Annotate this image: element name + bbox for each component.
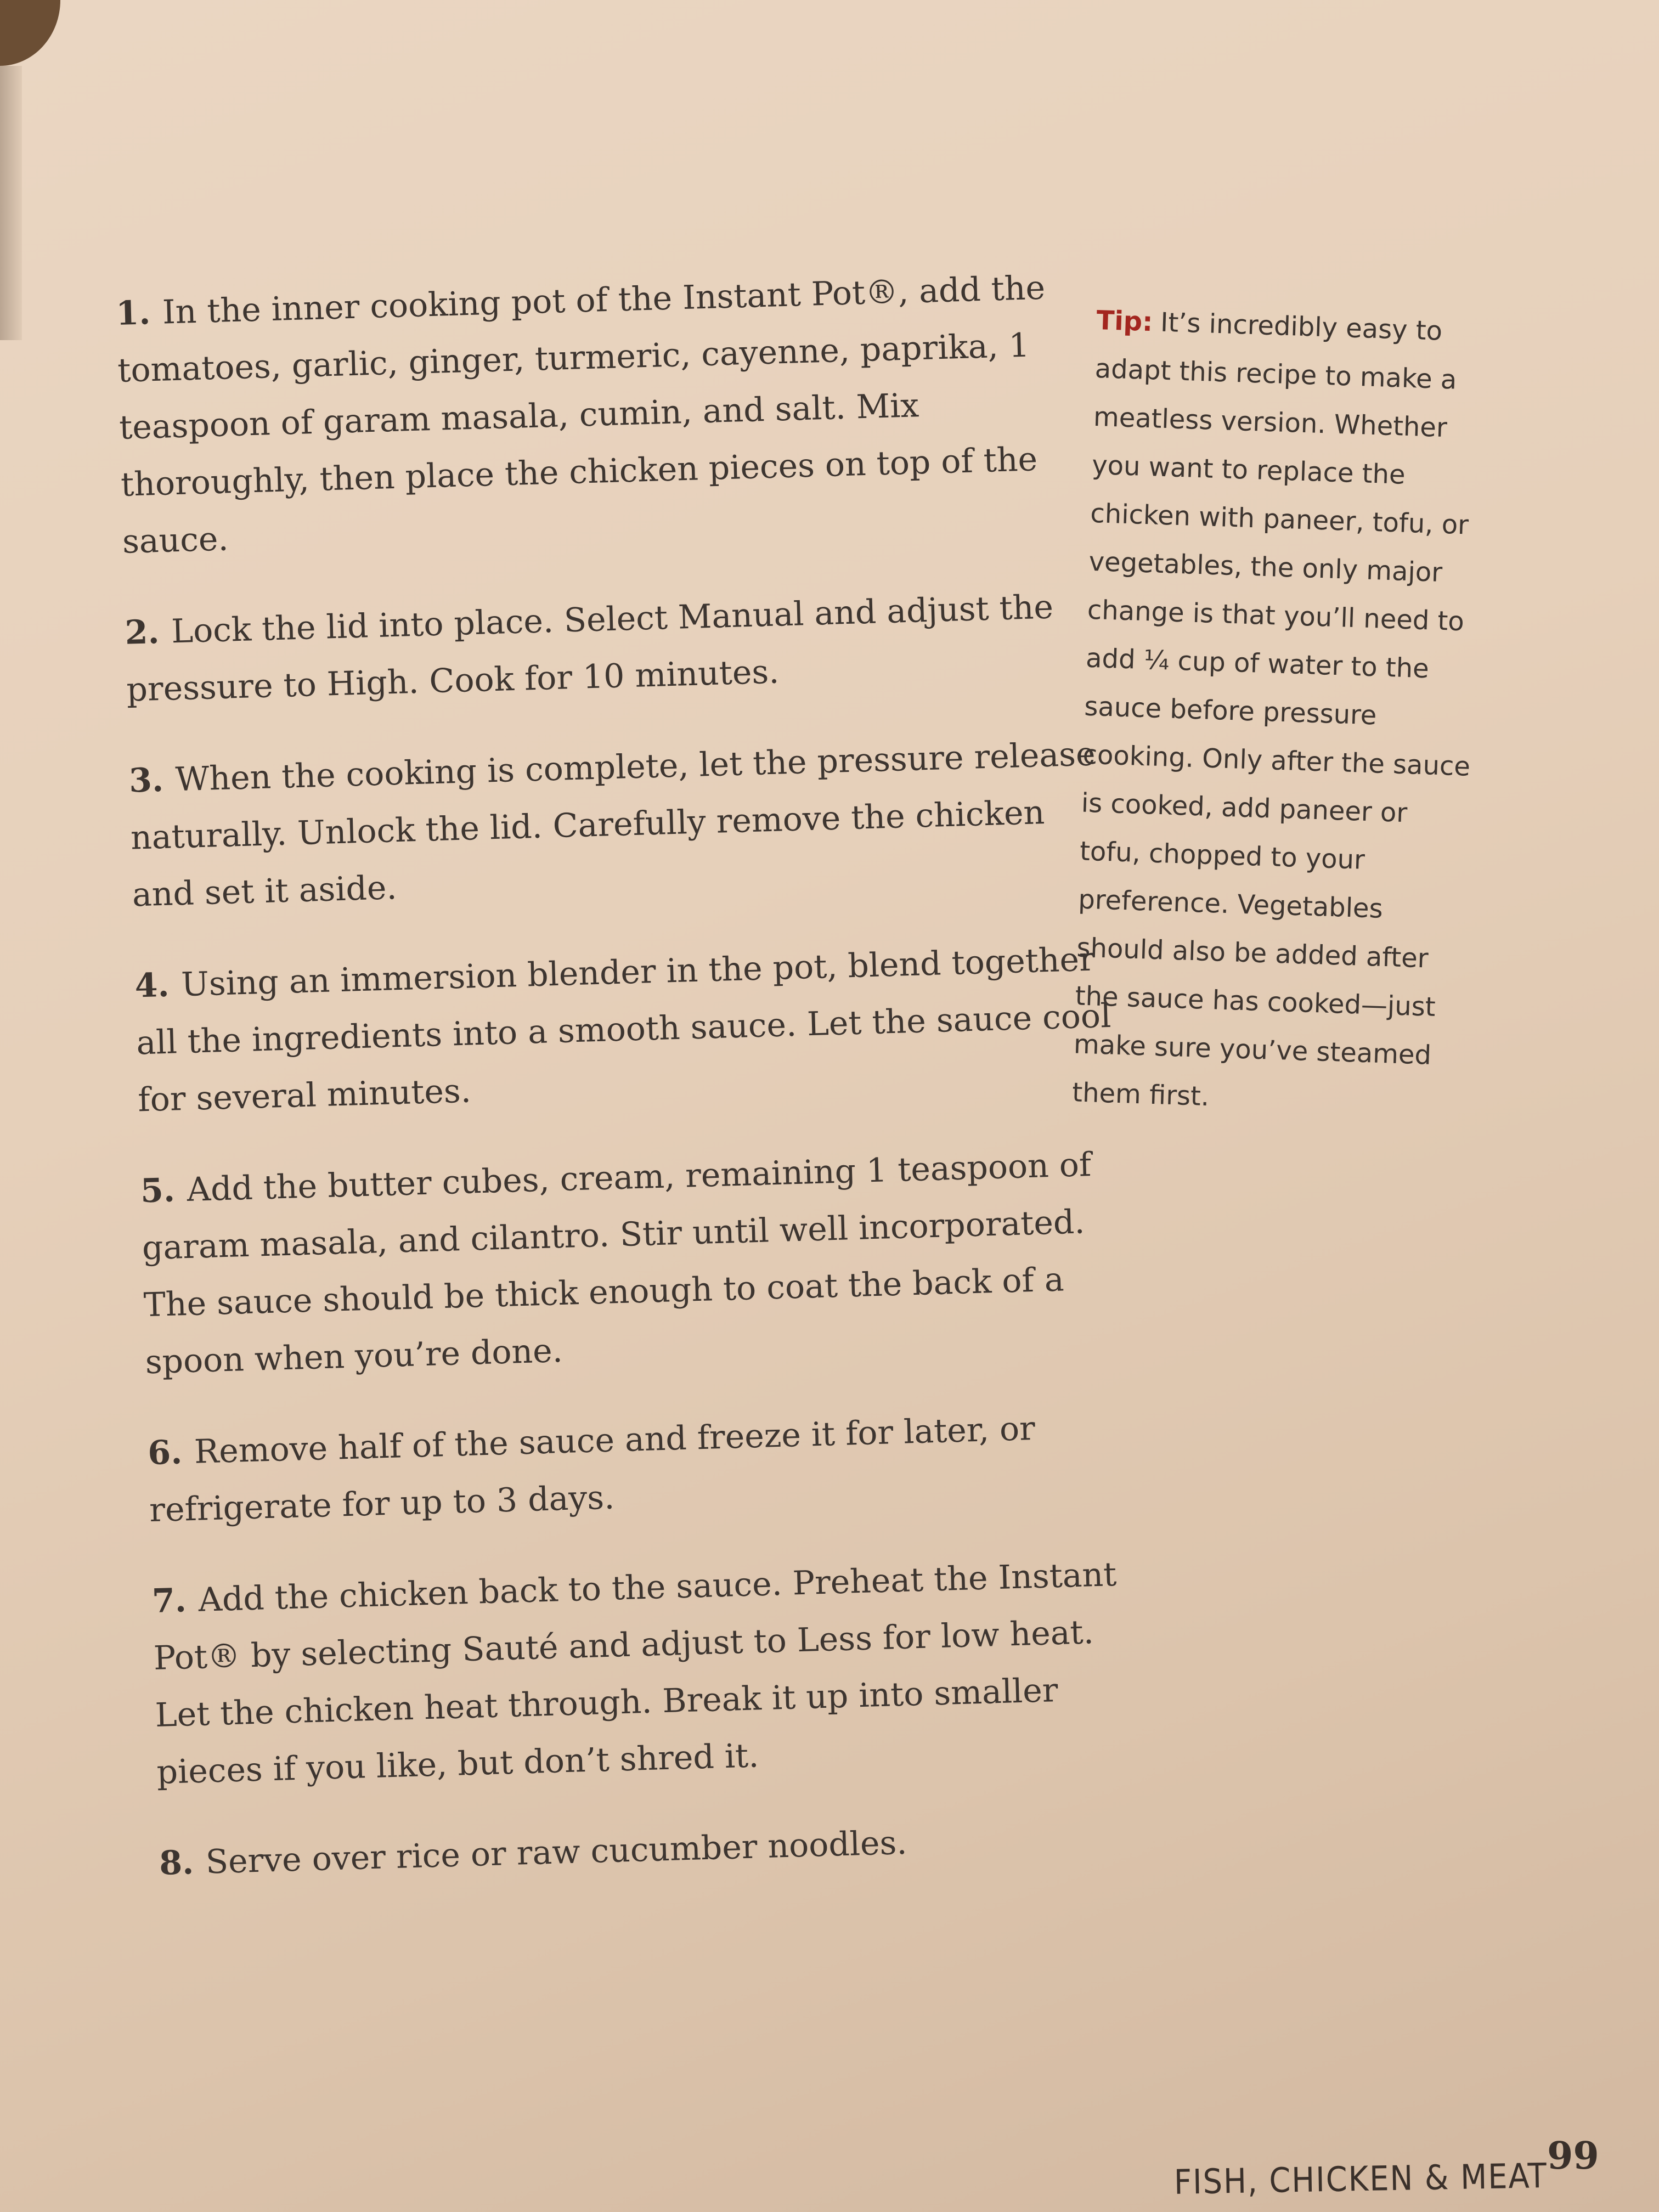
step-number: 4.	[134, 966, 170, 1006]
step-number: 1.	[115, 294, 151, 333]
step-text: Using an immersion blender in the pot, blend together all the ingredients into a smooth sauce. Let the sauce cool for several minutes.	[136, 940, 1112, 1120]
step-number: 2.	[124, 613, 160, 652]
step-8	[159, 1808, 1136, 1892]
page-edge	[0, 66, 22, 340]
step-number: 8.	[159, 1843, 194, 1883]
step-number: 7.	[151, 1581, 187, 1621]
instruction-steps	[115, 258, 1137, 1926]
step-text: When the cooking is complete, let the pressure release naturally. Unlock the lid. Carefully remove the chicken and set it aside.	[130, 735, 1096, 915]
tip-text: It’s incredibly easy to adapt this recipe to make a meatless version. Whether you want to replace the chicken with paneer, tofu, or vegetables, the only major change is that you’ll need to add ¼ cup of water to the sauce before pressure cooking. Only after the sauce is cooked, add paneer or tofu, chopped to your preference. Vegetables should also be added after the sauce has cooked—just make sure you’ve steamed them first.	[1071, 307, 1471, 1113]
step-text: Serve over rice or raw cucumber noodles.	[205, 1823, 908, 1882]
step-text: Add the butter cubes, cream, remaining 1 teaspoon of garam masala, and cilantro. Stir until well incorporated. The sauce should be thick enough to coat the back of a spoon when you’re done.	[142, 1145, 1092, 1382]
step-2	[124, 577, 1103, 719]
step-5	[140, 1136, 1122, 1391]
step-number: 3.	[128, 760, 164, 800]
page-corner-shadow	[0, 0, 60, 66]
step-number: 6.	[147, 1433, 183, 1473]
step-number: 5.	[140, 1171, 176, 1211]
tip-box	[1071, 296, 1492, 1129]
tip-label: Tip:	[1096, 304, 1154, 338]
step-4	[134, 930, 1115, 1129]
section-footer: FISH, CHICKEN & MEAT	[1173, 2155, 1548, 2202]
step-text: Remove half of the sauce and freeze it for later, or refrigerate for up to 3 days.	[149, 1409, 1036, 1530]
step-text: In the inner cooking pot of the Instant Pot®, add the tomatoes, garlic, ginger, turmeric, cayenne, paprika, 1 teaspoon of garam masala, cumin, and salt. Mix thoroughly, then place the chicken pieces on top of the sauce.	[117, 268, 1046, 561]
step-7	[151, 1545, 1134, 1801]
page-number: 99	[1547, 2134, 1599, 2178]
step-1	[115, 258, 1099, 570]
step-text: Lock the lid into place. Select Manual and adjust the pressure to High. Cook for 10 minutes.	[126, 588, 1054, 709]
step-3	[128, 725, 1109, 924]
step-6	[147, 1397, 1126, 1539]
step-text: Add the chicken back to the sauce. Preheat the Instant Pot® by selecting Sauté and adjust to Less for low heat. Let the chicken heat through. Break it up into smaller pieces if you like, but don’t shred it.	[153, 1555, 1118, 1792]
